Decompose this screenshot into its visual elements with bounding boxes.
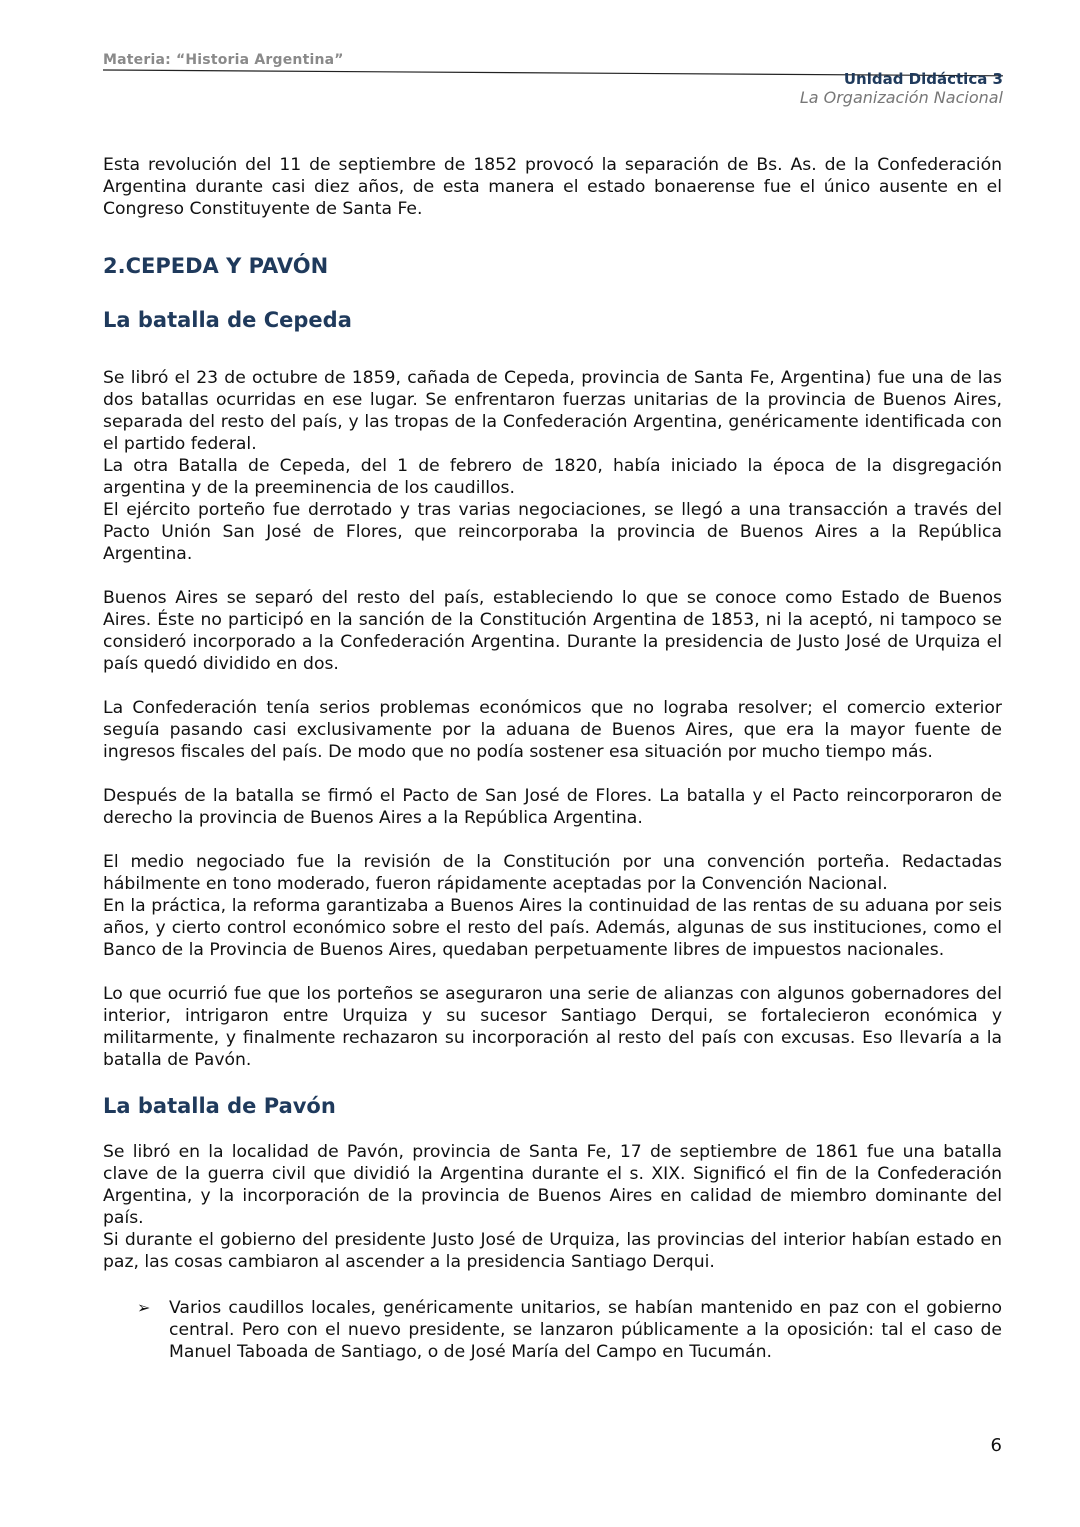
arrow-bullet-icon: ➢ <box>137 1298 151 1317</box>
cepeda-paragraph-7: El medio negociado fue la revisión de la Constitución por una convención porteña. Redactadas hábilmente en tono moderado, fueron rápidamente aceptadas por la Convención Nacional. <box>103 852 1002 894</box>
cepeda-paragraph-6: Después de la batalla se firmó el Pacto de San José de Flores. La batalla y el Pacto reincorporaron de derecho la provincia de Buenos Aires a la República Argentina. <box>103 786 1002 828</box>
pavon-paragraph-1: Se libró en la localidad de Pavón, provincia de Santa Fe, 17 de septiembre de 1861 fue una batalla clave de la guerra civil que dividió la Argentina durante el s. XIX. Significó el fin de la Confederación Argentina, y la incorporación de la provincia de Buenos Aires en calidad de miembro dominante del país. <box>103 1142 1002 1228</box>
pavon-heading: La batalla de Pavón <box>103 1094 336 1118</box>
cepeda-paragraph-3: El ejército porteño fue derrotado y tras varias negociaciones, se llegó a una transacción a través del Pacto Unión San José de Flores, que reincorporaba la provincia de Buenos Aires a la República Argentina. <box>103 500 1002 564</box>
cepeda-paragraph-4: Buenos Aires se separó del resto del país, estableciendo lo que se conoce como Estado de Buenos Aires. Éste no participó en la sanción de la Constitución Argentina de 1853, ni la aceptó, ni tampoco se consideró incorporado a la Confederación Argentina. Durante la presidencia de Justo José de Urquiza el país quedó dividido en dos. <box>103 588 1002 674</box>
pavon-paragraph-2: Si durante el gobierno del presidente Justo José de Urquiza, las provincias del interior habían estado en paz, las cosas cambiaron al ascender a la presidencia Santiago Derqui. <box>103 1230 1002 1272</box>
document-body <box>103 154 1002 1363</box>
cepeda-paragraph-8: En la práctica, la reforma garantizaba a Buenos Aires la continuidad de las rentas de su aduana por seis años, y cierto control económico sobre el resto del país. Además, algunas de sus instituciones, como el Banco de la Provincia de Buenos Aires, quedaban perpetuamente libres de impuestos nacionales. <box>103 896 1002 960</box>
cepeda-paragraph-1: Se libró el 23 de octubre de 1859, cañada de Cepeda, provincia de Santa Fe, Argentina) fue una de las dos batallas ocurridas en ese lugar. Se enfrentaron fuerzas unitarias de la provincia de Buenos Aires, separada del resto del país, y las tropas de la Confederación Argentina, genéricamente identificada con el partido federal. <box>103 368 1002 454</box>
cepeda-heading: La batalla de Cepeda <box>103 308 352 332</box>
bullet-item <box>103 1297 1002 1363</box>
cepeda-paragraph-2: La otra Batalla de Cepeda, del 1 de febrero de 1820, había iniciado la época de la disgregación argentina y de la preeminencia de los caudillos. <box>103 456 1002 498</box>
intro-paragraph: Esta revolución del 11 de septiembre de 1852 provocó la separación de Bs. As. de la Confederación Argentina durante casi diez años, de esta manera el estado bonaerense fue el único ausente en el Congreso Constituyente de Santa Fe. <box>103 155 1002 219</box>
bullet-text: Varios caudillos locales, genéricamente unitarios, se habían mantenido en paz con el gobierno central. Pero con el nuevo presidente, se lanzaron públicamente a la oposición: tal el caso de Manuel Taboada de Santiago, o de José María del Campo en Tucumán. <box>169 1298 1002 1362</box>
header-subject: Materia: “Historia Argentina” <box>103 52 344 68</box>
cepeda-paragraph-9: Lo que ocurrió fue que los porteños se aseguraron una serie de alianzas con algunos gobernadores del interior, intrigaron entre Urquiza y su sucesor Santiago Derqui, se fortalecieron económica y militarmente, y finalmente rechazaron su incorporación al resto del país con excusas. Eso llevaría a la batalla de Pavón. <box>103 984 1002 1070</box>
header-unit: Unidad Didáctica 3 <box>843 70 1003 88</box>
page-number: 6 <box>990 1435 1002 1456</box>
header-unit-title: La Organización Nacional <box>799 88 1003 107</box>
section-title: 2.CEPEDA Y PAVÓN <box>103 254 329 278</box>
cepeda-paragraph-5: La Confederación tenía serios problemas económicos que no lograba resolver; el comercio exterior seguía pasando casi exclusivamente por la aduana de Buenos Aires, que era la mayor fuente de ingresos fiscales del país. De modo que no podía sostener esa situación por mucho tiempo más. <box>103 698 1002 762</box>
